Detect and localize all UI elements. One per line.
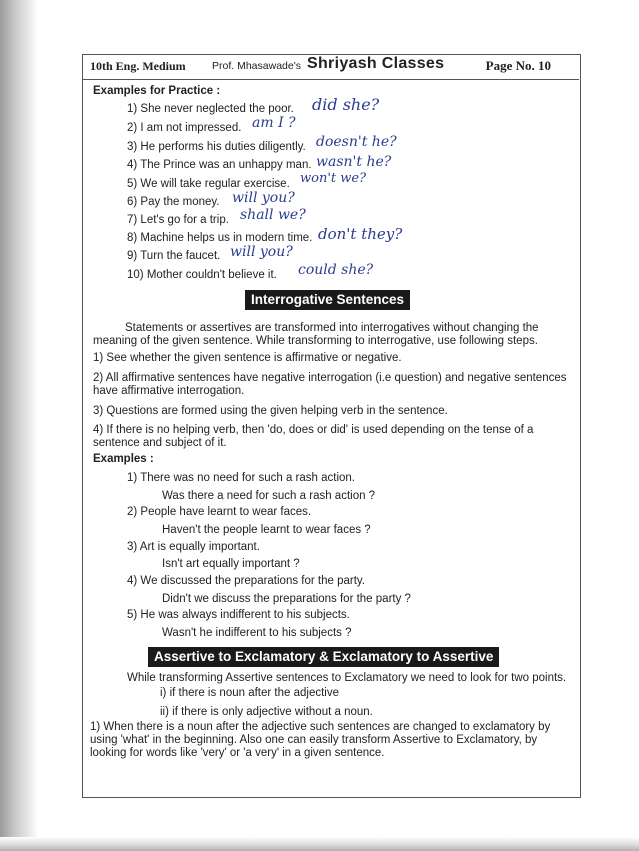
practice-item: 5) We will take regular exercise. xyxy=(127,178,290,190)
example-statement: 3) Art is equally important. xyxy=(127,541,260,553)
example-question: Haven't the people learnt to wear faces ? xyxy=(162,524,371,536)
practice-item: 4) The Prince was an unhappy man. xyxy=(127,159,312,171)
example-statement: 1) There was no need for such a rash action. xyxy=(127,472,356,484)
handwritten-answer: doesn't he? xyxy=(316,134,397,150)
example-statement: 4) We discussed the preparations for the party. xyxy=(127,575,366,587)
practice-item: 1) She never neglected the poor. xyxy=(127,103,294,115)
section-title-exclamatory: Assertive to Exclamatory & Exclamatory to Assertive xyxy=(148,647,499,667)
practice-item: 6) Pay the money. xyxy=(127,196,220,208)
exclamatory-rule: 1) When there is a noun after the adjective such sentences are changed to exclamatory by using 'what' in the beginning. Also one can easily transform Assertive to Exclamatory, by looking for words like 'very' or 'a very' in a given sentence. xyxy=(90,721,551,759)
practice-item: 2) I am not impressed. xyxy=(127,122,242,134)
example-question: Wasn't he indifferent to his subjects ? xyxy=(162,627,352,639)
example-question: Didn't we discuss the preparations for the party ? xyxy=(162,593,411,605)
example-question: Was there a need for such a rash action ? xyxy=(162,490,376,502)
header-professor: Prof. Mhasawade's xyxy=(212,60,301,72)
practice-item: 7) Let's go for a trip. xyxy=(127,214,229,226)
page-binding-shadow xyxy=(0,0,38,851)
exclamatory-point: i) if there is noun after the adjective xyxy=(160,687,339,699)
handwritten-answer: will you? xyxy=(232,190,295,206)
practice-title: Examples for Practice : xyxy=(93,85,221,97)
handwritten-answer: won't we? xyxy=(300,171,367,186)
handwritten-answer: shall we? xyxy=(240,207,306,223)
practice-item: 9) Turn the faucet. xyxy=(127,250,221,262)
example-question: Isn't art equally important ? xyxy=(162,558,300,570)
practice-item: 8) Machine helps us in modern time. xyxy=(127,232,313,244)
examples-title: Examples : xyxy=(93,453,154,465)
section-title-interrogative: Interrogative Sentences xyxy=(245,290,410,310)
handwritten-answer: don't they? xyxy=(318,225,403,243)
handwritten-answer: did she? xyxy=(312,95,380,114)
handwritten-answer: could she? xyxy=(298,262,374,278)
header-class-label: 10th Eng. Medium xyxy=(90,59,186,73)
header-brand: Shriyash Classes xyxy=(307,55,445,72)
interrogative-step: 2) All affirmative sentences have negative interrogation (i.e question) and negative sentences have affirmative interrogation. xyxy=(93,372,567,397)
page-header xyxy=(82,54,579,80)
header-page-number: Page No. 10 xyxy=(485,58,551,73)
handwritten-answer: am I ? xyxy=(252,115,296,131)
interrogative-step: 4) If there is no helping verb, then 'do, does or did' is used depending on the tense of a sentence and subject of it. xyxy=(93,424,534,449)
interrogative-step: 3) Questions are formed using the given helping verb in the sentence. xyxy=(93,405,448,417)
example-statement: 2) People have learnt to wear faces. xyxy=(127,506,312,518)
example-statement: 5) He was always indifferent to his subjects. xyxy=(127,609,350,621)
handwritten-answer: will you? xyxy=(230,244,293,260)
interrogative-step: 1) See whether the given sentence is affirmative or negative. xyxy=(93,352,402,364)
exclamatory-point: ii) if there is only adjective without a noun. xyxy=(160,706,373,718)
practice-item: 3) He performs his duties diligently. xyxy=(127,141,306,153)
handwritten-answer: wasn't he? xyxy=(316,154,392,170)
page-bottom-edge xyxy=(0,837,639,851)
practice-item: 10) Mother couldn't believe it. xyxy=(127,269,277,281)
exclamatory-intro: While transforming Assertive sentences to Exclamatory we need to look for two points. xyxy=(127,672,567,684)
interrogative-intro: Statements or assertives are transformed into interrogatives without changing the meaning of the given sentence. While transforming to interrogative, use following steps. xyxy=(93,322,539,347)
